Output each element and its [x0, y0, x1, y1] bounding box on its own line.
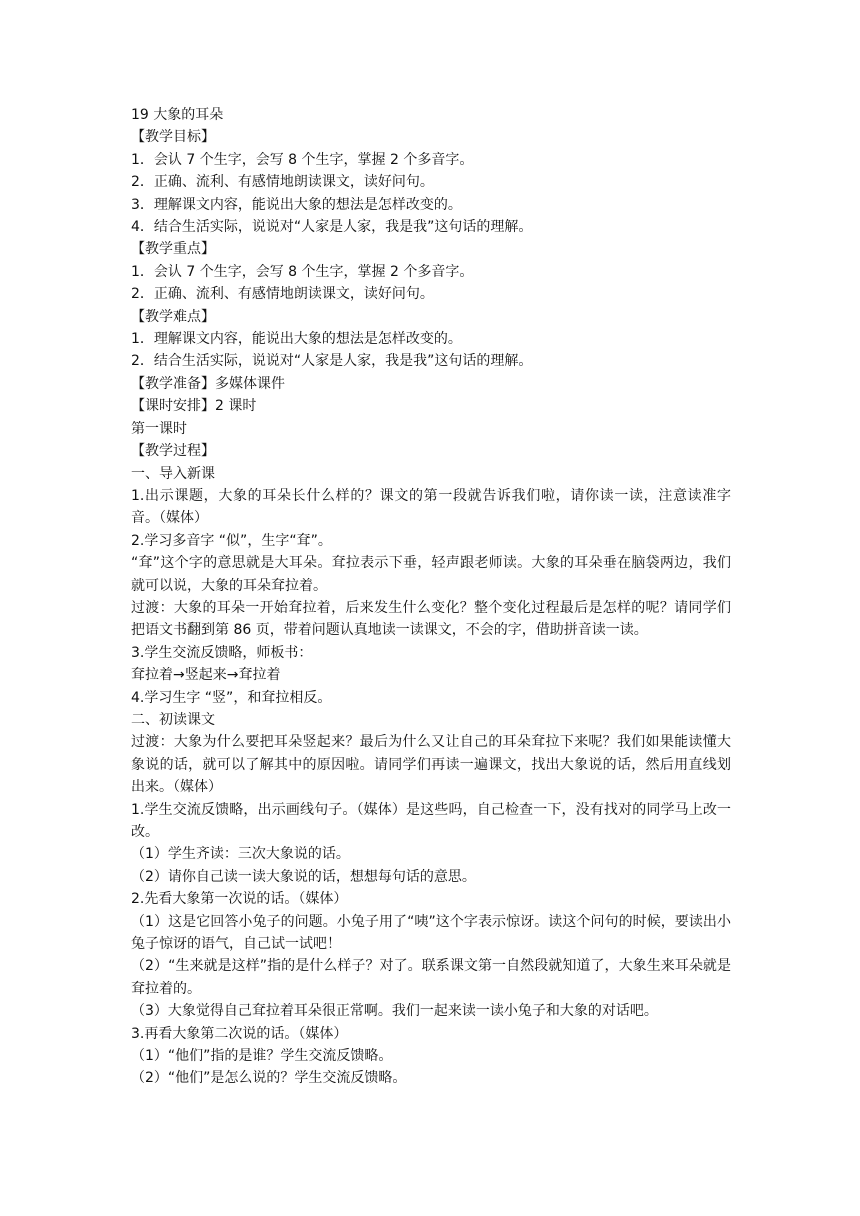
body-paragraph: 过渡：大象的耳朵一开始耷拉着，后来发生什么变化？整个变化过程最后是怎样的呢？请同学们把语文书翻到第 86 页，带着问题认真地读一读课文，不会的字，借助拼音读一读。: [131, 599, 731, 639]
goal-item: 3．理解课文内容，能说出大象的想法是怎样改变的。: [131, 196, 462, 213]
teaching-preparation: 【教学准备】多媒体课件: [131, 375, 285, 392]
class-schedule: 【课时安排】2 课时: [131, 398, 257, 415]
document-page: [131, 104, 731, 1090]
goal-item: 4．结合生活实际，说说对“人家是人家，我是我”这句话的理解。: [131, 219, 533, 236]
section-heading-difficulties: 【教学难点】: [131, 308, 215, 325]
lesson-period: 第一课时: [131, 420, 187, 437]
body-paragraph: 4.学习生字 “竖”，和耷拉相反。: [131, 689, 332, 706]
lesson-title: 19 大象的耳朵: [131, 107, 224, 123]
body-paragraph: （1）这是它回答小兔子的问题。小兔子用了“咦”这个字表示惊讶。读这个问句的时候，要读出小兔子惊讶的语气，自己试一试吧！: [131, 913, 731, 953]
body-paragraph: 2.学习多音字 “似”，生字“耷”。: [131, 532, 332, 549]
body-paragraph: （2）“他们”是怎么说的？学生交流反馈略。: [131, 1070, 407, 1087]
section-heading-goals: 【教学目标】: [131, 129, 215, 146]
key-point-item: 1．会认 7 个生字，会写 8 个生字，掌握 2 个多音字。: [131, 263, 474, 280]
key-point-item: 2．正确、流利、有感情地朗读课文，读好问句。: [131, 286, 434, 303]
section-heading-key-points: 【教学重点】: [131, 241, 215, 258]
body-paragraph: （2）“生来就是这样”指的是什么样子？对了。联系课文第一自然段就知道了，大象生来耳朵就是耷拉着的。: [131, 958, 731, 997]
goal-item: 2．正确、流利、有感情地朗读课文，读好问句。: [131, 174, 434, 191]
goal-item: 1．会认 7 个生字，会写 8 个生字，掌握 2 个多音字。: [131, 151, 474, 168]
body-paragraph: 1.出示课题，大象的耳朵长什么样的？课文的第一段就告诉我们啦，请你读一读，注意读准字音。（媒体）: [131, 487, 731, 527]
body-paragraph: “耷”这个字的意思就是大耳朵。耷拉表示下垂，轻声跟老师读。大象的耳朵垂在脑袋两边，我们就可以说，大象的耳朵耷拉着。: [131, 555, 731, 594]
subsection-heading: 一、导入新课: [131, 465, 215, 482]
body-paragraph: （1）学生齐读：三次大象说的话。: [131, 846, 350, 863]
difficulty-item: 1．理解课文内容，能说出大象的想法是怎样改变的。: [131, 331, 462, 348]
body-paragraph: （2）请你自己读一读大象说的话，想想每句话的意思。: [131, 868, 476, 885]
board-writing: 耷拉着→竖起来→耷拉着: [131, 667, 281, 684]
body-paragraph: （3）大象觉得自己耷拉着耳朵很正常啊。我们一起来读一读小兔子和大象的对话吧。: [131, 1003, 658, 1020]
body-paragraph: （1）“他们”指的是谁？学生交流反馈略。: [131, 1048, 393, 1065]
body-paragraph: 1.学生交流反馈略，出示画线句子。（媒体）是这些吗，自己检查一下，没有找对的同学马上改一改。: [131, 801, 731, 840]
body-paragraph: 过渡：大象为什么要把耳朵竖起来？最后为什么又让自己的耳朵耷拉下来呢？我们如果能读懂大象说的话，就可以了解其中的原因啦。请同学们再读一遍课文，找出大象说的话，然后用直线划出来。（媒体）: [131, 734, 731, 796]
body-paragraph: 3.学生交流反馈略，师板书：: [131, 644, 313, 661]
subsection-heading: 二、初读课文: [131, 711, 215, 728]
difficulty-item: 2．结合生活实际，说说对“人家是人家，我是我”这句话的理解。: [131, 353, 533, 370]
body-paragraph: 3.再看大象第二次说的话。（媒体）: [131, 1025, 348, 1042]
section-heading-process: 【教学过程】: [131, 443, 215, 460]
body-paragraph: 2.先看大象第一次说的话。（媒体）: [131, 891, 348, 908]
